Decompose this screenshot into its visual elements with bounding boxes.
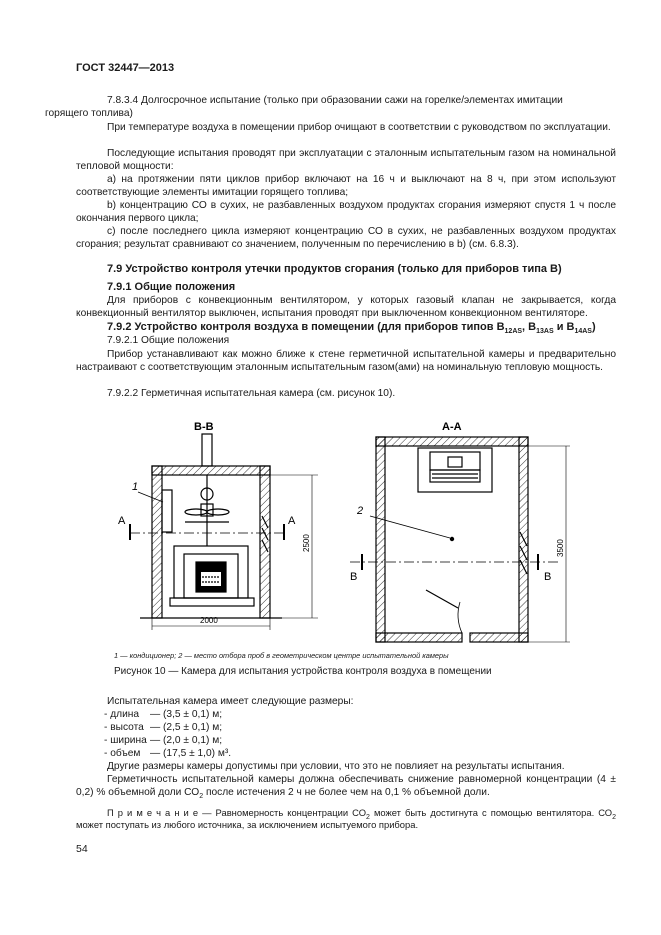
wall-aa-left xyxy=(376,437,385,642)
para-7922: 7.9.2.2 Герметичная испытательная камера (см. рисунок 10). xyxy=(107,388,396,399)
para-other-sizes: Другие размеры камеры допустимы при условии, что это не повлияет на результаты испытания. xyxy=(107,761,565,772)
section-bb-label: В-В xyxy=(194,421,214,433)
dimension-item xyxy=(104,721,231,734)
dimension-label: - объем xyxy=(104,748,141,759)
label-2: 2 xyxy=(357,505,364,517)
dimension-value: — (2,5 ± 0,1) м; xyxy=(150,722,223,733)
para-7921: Прибор устанавливают как можно ближе к стене герметичной испытательной камеры и предварительно настраивают с соответствующим эталонным испытательным газом(ами) на номинальную тепловую мощность. xyxy=(76,349,616,373)
dimension-item xyxy=(104,734,231,747)
dimension-value: — (2,0 ± 0,1) м; xyxy=(150,735,223,746)
wall-aa-bottom-right xyxy=(470,633,528,642)
para-7834-line2: горящего топлива) xyxy=(45,108,133,119)
para-tightness-a: Герметичность испытательной камеры должна обеспечивать снижение равномерной концентрации (4 ± 0,2) % объемной доли СО xyxy=(76,774,616,798)
heading-792-sub3: 14AS xyxy=(574,328,592,336)
heading-792-sub2: 13AS xyxy=(536,328,554,336)
note-a: — Равномерность концентрации СО xyxy=(198,807,366,818)
wall-bb-left xyxy=(152,466,162,618)
section-aa-label: А-А xyxy=(442,421,462,433)
figure-10 xyxy=(100,412,590,652)
para-c: c) после последнего цикла измеряют концентрацию СО в сухих, не разбавленных воздухом продуктах сгорания; результат сравнивают со значением, полученным по перечислению в b) (см. 6.8.3). xyxy=(76,226,616,250)
heading-7921: 7.9.2.1 Общие положения xyxy=(107,335,230,346)
heading-792-text: 7.9.2 Устройство контроля воздуха в помещении (для приборов типов В xyxy=(107,321,505,333)
mark-b-right: В xyxy=(544,571,552,583)
para-791: Для приборов с конвекционным вентилятором, у которых газовый клапан не закрывается, когда конвекционный вентилятор выключен, испытания проводят при выключенном конвекционном вентиляторе. xyxy=(76,295,616,319)
wall-bb-top xyxy=(152,466,270,475)
air-conditioner xyxy=(162,490,172,532)
para-7834-line1: 7.8.3.4 Долгосрочное испытание (только при образовании сажи на горелке/элементах имитации xyxy=(107,95,563,106)
dimension-value: — (3,5 ± 0,1) м; xyxy=(150,709,223,720)
dimensions-list xyxy=(104,708,231,760)
dimension-label: - ширина xyxy=(104,735,147,746)
dimension-value: — (17,5 ± 1,0) м³. xyxy=(150,748,232,759)
dim-2500: 2500 xyxy=(302,534,311,552)
para-tightness-b: после истечения 2 ч не более чем на 0,1 % объемной доли. xyxy=(203,787,490,798)
dim-3500: 3500 xyxy=(556,539,565,557)
wall-aa-top xyxy=(376,437,528,446)
note-label: П р и м е ч а н и е xyxy=(107,807,199,818)
document-header: ГОСТ 32447—2013 xyxy=(76,62,175,74)
heading-792: 7.9.2 Устройство контроля воздуха в помещении (для приборов типов $В_{12AS}$, $В_{13AS}$ и $В_{14AS}$) xyxy=(107,321,596,336)
mark-a-right: А xyxy=(288,515,296,527)
label-1: 1 xyxy=(132,481,139,493)
heading-792-sub1: 12AS xyxy=(504,328,523,336)
wall-bb-right xyxy=(260,466,270,618)
dimensions-intro: Испытательная камера имеет следующие размеры: xyxy=(107,696,354,707)
wall-aa-bottom-left xyxy=(376,633,462,642)
page-number: 54 xyxy=(76,843,88,855)
heading-79: 7.9 Устройство контроля утечки продуктов сгорания (только для приборов типа В) xyxy=(107,263,562,275)
mark-a-left: А xyxy=(118,515,126,527)
note xyxy=(76,807,616,831)
figure-legend: 1 — кондиционер; 2 — место отбора проб в геометрическом центре испытательной камеры xyxy=(114,651,449,660)
sampling-point xyxy=(450,537,453,540)
heading-791: 7.9.1 Общие положения xyxy=(107,281,236,293)
dim-2000: 2000 xyxy=(200,616,218,625)
co2-sub: 2 xyxy=(612,813,616,821)
para-tests: Последующие испытания проводят при эксплуатации с эталонным испытательным газом на номинальной тепловой мощности: xyxy=(76,148,616,172)
para-clean: При температуре воздуха в помещении прибор очищают в соответствии с руководством по эксплуатации. xyxy=(107,122,611,133)
para-b: b) концентрацию СО в сухих, не разбавленных воздухом продуктах сгорания измеряют спустя 1 ч после окончания первого цикла; xyxy=(76,200,616,224)
chimney-bb xyxy=(202,434,212,466)
note-b: может быть достигнута с помощью вентилятора. СО xyxy=(369,807,613,818)
dimension-item xyxy=(104,708,231,721)
dimension-item xyxy=(104,747,231,760)
para-tightness xyxy=(76,773,616,799)
note-c: может поступать из любого источника, за исключением испытуемого прибора. xyxy=(76,819,419,830)
co2-sub: 2 xyxy=(366,813,370,821)
heading-792-and: и В xyxy=(556,321,575,333)
co2-sub: 2 xyxy=(199,793,204,801)
mark-b-left: В xyxy=(350,571,358,583)
figure-caption: Рисунок 10 — Камера для испытания устройства контроля воздуха в помещении xyxy=(114,666,492,677)
dimension-label: - длина xyxy=(104,709,140,720)
para-a: a) на протяжении пяти циклов прибор включают на 16 ч и выключают на 8 ч, при этом используют соответствующие элементы имитации горящего топлива; xyxy=(76,174,616,198)
para-7834 xyxy=(45,94,616,120)
dimension-label: - высота xyxy=(104,722,144,733)
